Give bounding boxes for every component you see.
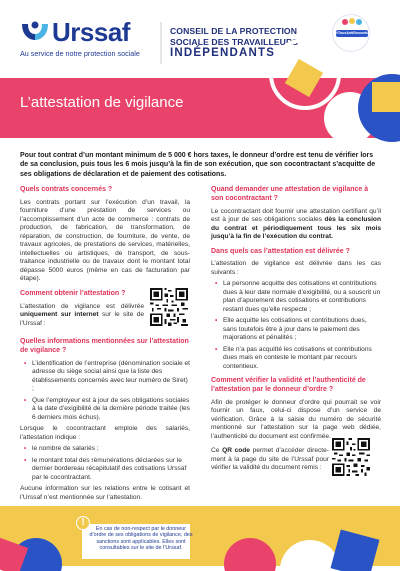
list-item: • La personne acquitte des cotisations et contributions dues à leur date normale d’exigibilité, ou a souscrit un plan d’apurement des cotisations et contributions restant dues qu’elle respecte ; bbox=[215, 280, 381, 313]
heading-cases: Dans quels cas l’attestation est délivrée ? bbox=[211, 247, 350, 255]
list-item: • le nombre de salariés ; bbox=[24, 445, 99, 453]
list-item: • Elle acquitte les cotisations et contributions dues, sans toutefois être à jour dans le paiement des majorations et pénalités ; bbox=[215, 317, 367, 342]
sanctions-note: En cas de non-respect par le donneur d’ordre de ses obligations de vigilance, des sanctions sont applicables. Elles sont consultables sur le site de l’Urssaf. bbox=[89, 526, 193, 552]
urssaf-logo-icon bbox=[20, 20, 50, 42]
heading-verify: Comment vérifier la validité et l’authenticité de l’attestation par le donneur d’ordre ? bbox=[211, 377, 366, 394]
list-item: • Elle n’a pas acquitté les cotisations et contributions dues mais en conteste le montant par recours contentieux. bbox=[215, 345, 372, 370]
heading-when: Quand demander une attestation de vigilance à son cocontractant ? bbox=[211, 186, 369, 202]
right-column bbox=[211, 186, 381, 476]
qr-code-urssaf-site[interactable] bbox=[150, 288, 188, 326]
heading-information: Quelles informations mentionnées sur l’attestation de vigilance ? bbox=[20, 338, 189, 354]
when-text: Le cocontractant doit fournir une attestation certifiant qu’il est à jour de ses obligations sociales dès la conclusion du contrat et périodiquement tous les six mois jusqu’à la fin de l’exécution du contrat. bbox=[211, 207, 381, 241]
footer-decorative-shapes-icon bbox=[0, 506, 400, 566]
cps-title-line-3: INDÉPENDANTS bbox=[170, 47, 276, 59]
warning-icon: ! bbox=[76, 516, 90, 530]
left-column bbox=[20, 186, 190, 505]
campaign-badge bbox=[332, 14, 374, 52]
list-item: • L’identification de l’entreprise (dénomination sociale et adresse du siège social ainsi que la liste des établissements concernés avec leur numéro de Siret) ; bbox=[24, 359, 190, 393]
heading-obtain: Comment obtenir l’attestation ? bbox=[20, 289, 126, 297]
list-item: • Que l’employeur est à jour de ses obligations sociales à la date d’exigibilité de la dernière période traitée (les 6 derniers mois échus). bbox=[24, 396, 190, 421]
no-information-text: Aucune information sur les relations entre le cotisant et l’Urssaf n’est mentionnée sur l’attestation. bbox=[20, 485, 190, 501]
intro-paragraph: Pour tout contrat d’un montant minimum de 5 000 € hors taxes, le donneur d’ordre est tenu de vérifier lors de sa conclusion, puis tous les 6 mois jusqu’à la fin de son exécution, que son cocontractant s’acquitte de ses obligations de déclaration et de paiement des cotisations. bbox=[20, 152, 376, 178]
employees-intro: Lorsque le cocontractant emploie des salariés, l’attestation indique : bbox=[20, 425, 190, 441]
cases-intro: L’attestation de vigilance est délivrée dans les cas suivants : bbox=[211, 260, 381, 276]
heading-contracts: Quels contrats concernés ? bbox=[20, 186, 113, 193]
obtain-text: L’attestation de vigilance est délivrée uniquement sur internet sur le site de l’Urssaf : bbox=[20, 302, 145, 327]
badge-label: #TousAntiBossedures bbox=[336, 31, 374, 35]
cps-title-line-1: CONSEIL DE LA PROTECTION bbox=[170, 26, 298, 36]
header-divider bbox=[160, 22, 162, 64]
list-item: • le montant total des rémunérations déclarées sur le dernier bordereau récapitulatif des cotisations Urssaf par le cocontractant. bbox=[24, 456, 187, 481]
people-icon bbox=[333, 15, 371, 29]
verify-text: Afin de protéger le donneur d’ordre qui pourrait se voir fournir un faux, celui-ci dispose d’un service de vérification. Grâce à la saisie du numéro de sécurité mentionné sur l’attestation sur la page web dédiée, l’authenticité du document est confirmée. bbox=[211, 398, 381, 440]
qr-code-text: Ce QR code permet d’accéder directe-ment à la page du site de l’Urssaf pour vérifier la validité du document remis : bbox=[211, 447, 329, 472]
footer-band bbox=[0, 506, 400, 566]
cps-title-line-2: SOCIALE DES TRAVAILLEURS bbox=[170, 37, 299, 47]
brand-tagline: Au service de notre protection sociale bbox=[20, 49, 140, 58]
brand-name: Urssaf bbox=[52, 17, 130, 47]
page-title: L’attestation de vigilance bbox=[20, 94, 184, 111]
contracts-text: Les contrats portant sur l’exécution d’un travail, la fourniture d’une prestation de services ou l’accomplissement d’un acte de commerce : contrats de production, de fabrication, de transformation, de réparation, de construction, de fourniture, de vente, de travaux agricoles, de prestations de services, matérielles, intellectuelles ou artistiques, de transport, de sous-traitance industrielle ou de travaux dont le montant total dépasse 5000 euros (même en cas de facturation par étape). bbox=[20, 198, 190, 283]
qr-code-icon bbox=[150, 288, 188, 326]
